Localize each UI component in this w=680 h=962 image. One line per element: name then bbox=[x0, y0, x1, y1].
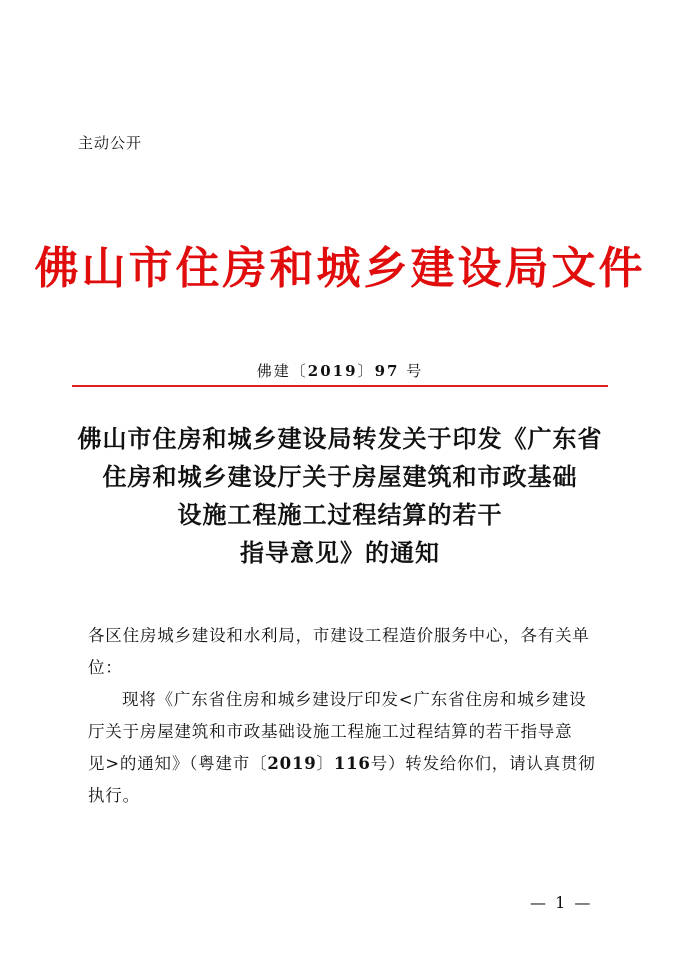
title-line: 指导意见》的通知 bbox=[240, 538, 440, 567]
document-number bbox=[0, 360, 680, 381]
disclosure-label: 主动公开 bbox=[78, 134, 143, 152]
reference-number: 116 bbox=[333, 754, 371, 773]
title-line: 设施工程施工过程结算的若干 bbox=[177, 500, 503, 529]
doc-number-year: 2019 bbox=[307, 362, 358, 380]
masthead-title: 佛山市住房和城乡建设局文件 bbox=[34, 243, 646, 294]
addressee-line: 位： bbox=[88, 658, 123, 677]
page-number: — 1 — bbox=[530, 893, 593, 912]
paragraph-line bbox=[88, 748, 608, 780]
notice-title bbox=[60, 420, 620, 572]
addressee-line: 各区住房城乡建设和水利局，市建设工程造价服务中心，各有关单 bbox=[88, 626, 590, 645]
paragraph-line: 厅关于房屋建筑和市政基础设施工程施工过程结算的若干指导意 bbox=[88, 722, 573, 741]
body-text bbox=[88, 620, 608, 812]
red-divider bbox=[72, 385, 608, 387]
paragraph-text: 见>的通知》（粤建市〔 bbox=[88, 754, 268, 773]
title-line: 佛山市住房和城乡建设局转发关于印发《广东省 bbox=[77, 424, 603, 453]
doc-number-suffix: 号 bbox=[399, 362, 424, 380]
paragraph-line: 执行。 bbox=[88, 786, 140, 805]
doc-number-num: 97 bbox=[374, 362, 400, 380]
reference-year: 2019 bbox=[267, 754, 317, 773]
paragraph-text: 号）转发给你们，请认真贯彻 bbox=[370, 754, 596, 773]
doc-number-close: 〕 bbox=[357, 362, 375, 380]
doc-number-prefix: 佛建〔 bbox=[256, 362, 308, 380]
paragraph-text: 〕 bbox=[316, 754, 334, 773]
title-line: 住房和城乡建设厅关于房屋建筑和市政基础 bbox=[102, 462, 578, 491]
paragraph-line: 现将《广东省住房和城乡建设厅印发<广东省住房和城乡建设 bbox=[122, 690, 587, 709]
